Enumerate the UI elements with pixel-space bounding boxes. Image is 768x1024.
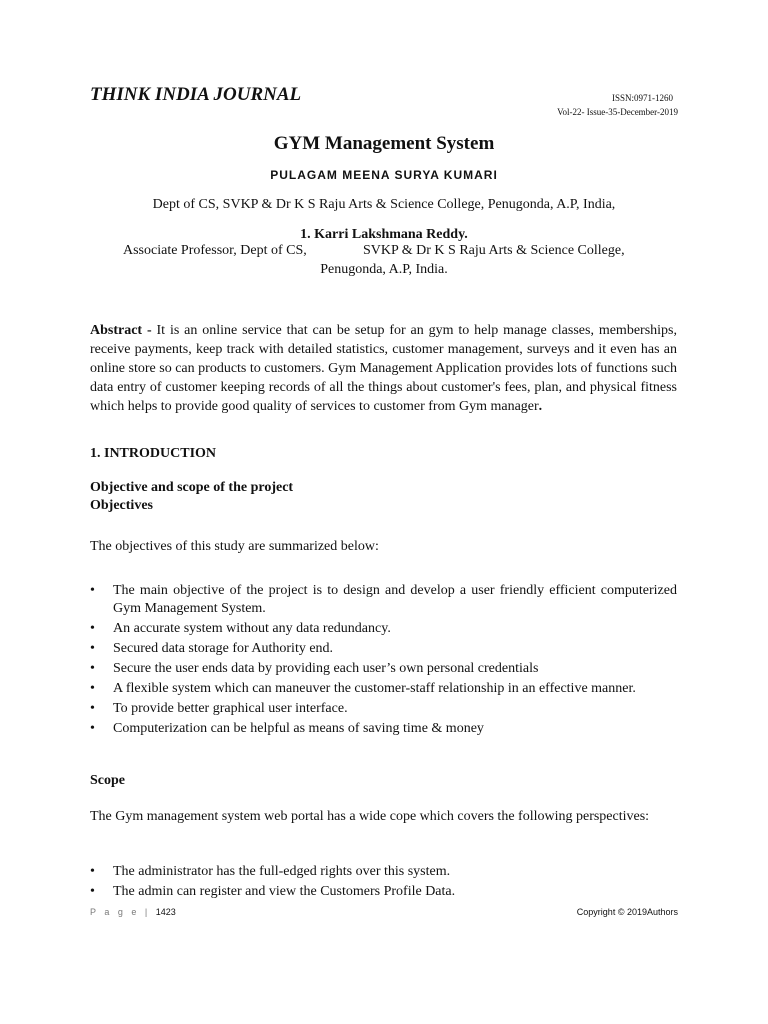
subheading-objectives: Objectives [90, 498, 153, 513]
objectives-list [90, 582, 677, 740]
copyright: Copyright © 2019Authors [576, 907, 678, 917]
abstract [90, 321, 677, 416]
subheading-objective-scope: Objective and scope of the project [90, 480, 294, 495]
page-number: 1423 [155, 907, 176, 917]
affiliation-secondary-college: SVKP & Dr K S Raju Arts & Science College, [363, 243, 625, 258]
section-heading-introduction: 1. INTRODUCTION [90, 446, 217, 461]
list-item: • The admin can register and view the Customers Profile Data. [90, 883, 677, 901]
abstract-text: It is an online service that can be setup for an gym to help manage classes, memberships, receive payments, keep track with detailed statistics, customer management, surveys and it even has an online store so can products to customers. Gym Management Application provides lots of functions such data entry of customer keeping records of all the things about customer's fees, plan, and physical fitness which helps to provide good quality of services to customer from Gym manager [90, 323, 677, 414]
affiliation-secondary-location: Penugonda, A.P, India. [320, 262, 448, 277]
list-item: • The administrator has the full-edged rights over this system. [90, 863, 677, 881]
paper-title: GYM Management System [273, 133, 495, 154]
objectives-lead: The objectives of this study are summarized below: [90, 539, 379, 554]
abstract-label: Abstract - [90, 323, 152, 338]
list-item: • Computerization can be helpful as means of saving time & money [90, 720, 677, 738]
affiliation-primary: Dept of CS, SVKP & Dr K S Raju Arts & Science College, Penugonda, A.P, India, [152, 197, 616, 212]
list-item: • Secure the user ends data by providing each user’s own personal credentials [90, 660, 677, 678]
subheadings [90, 479, 293, 515]
scope-list [90, 863, 677, 903]
affiliation-secondary-role: Associate Professor, Dept of CS, [123, 243, 307, 258]
list-item: • An accurate system without any data redundancy. [90, 620, 677, 638]
page-label: P a g e | [90, 907, 151, 917]
list-item: • The main objective of the project is to design and develop a user friendly efficient computerized Gym Management System. [90, 582, 677, 618]
abstract-end: . [538, 399, 543, 414]
scope-paragraph: The Gym management system web portal has a wide cope which covers the following perspectives: [90, 809, 650, 824]
page-footer [90, 907, 176, 917]
list-item: • To provide better graphical user interface. [90, 700, 677, 718]
volume-issue: Vol-22- Issue-35-December-2019 [557, 107, 678, 117]
author-secondary: 1. Karri Lakshmana Reddy. [300, 227, 468, 242]
issn: ISSN:0971-1260 [611, 93, 673, 103]
list-item: • Secured data storage for Authority end. [90, 640, 677, 658]
list-item: • A flexible system which can maneuver the customer-staff relationship in an effective manner. [90, 680, 677, 698]
journal-name: THINK INDIA JOURNAL [90, 84, 302, 105]
author-primary: PULAGAM MEENA SURYA KUMARI [270, 168, 498, 182]
section-heading-scope: Scope [90, 773, 125, 788]
